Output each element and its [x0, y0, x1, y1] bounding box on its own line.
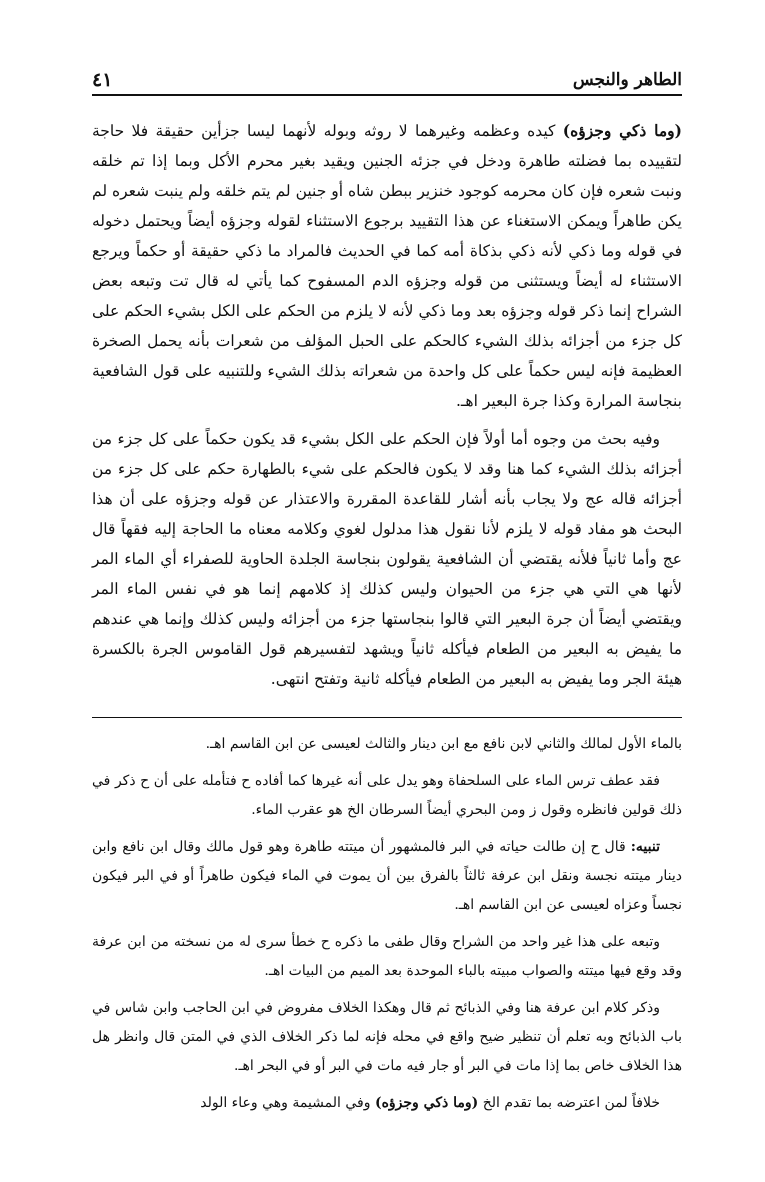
page-number: ٤١: [92, 69, 113, 91]
matn-quote: (وما ذكي وجزؤه): [562, 121, 682, 140]
footnotes: [92, 730, 682, 1118]
paragraph-1: [92, 116, 682, 416]
footnote-3-text: قال ح إن طالت حياته في البر فالمشهور أن ميتته طاهرة وهو قول مالك وقال ابن نافع وابن دينار ميتته نجسة ونقل ابن عرفة ثالثاً بالفرق بين أن يموت في الماء فيكون طاهراً أو في البر فيكون نجساً وعزاه لعيسى عن ابن القاسم اهـ.: [92, 839, 682, 913]
paragraph-2: وفيه بحث من وجوه أما أولاً فإن الحكم على الكل بشيء قد يكون حكماً على كل جزء من أجزائه بذلك الشيء كما هنا وقد لا يكون فالحكم على شيء بالطهارة حكم على كل جزء من أجزائه قاله عج ولا يجاب بأنه أشار للقاعدة المقررة والاعتذار عن قوله وجزؤه على أن هذا البحث هو مفاد قوله لا يلزم لأنا نقول هذا مدلول لغوي وكلامه معناه ما الحاجة إليه فقهاً قال عج وأما ثانياً فلأنه يقتضي أن الشافعية يقولون بنجاسة الجلدة الحاوية للصفراء أي الماء المر لأنها هي التي هي جزء من الحيوان وليس كذلك إذ كلامهم إنما هو في نفس الماء المر ويقتضي أيضاً أن جرة البعير التي قالوا بنجاستها جزء من أجزائه وليس كذلك وإنما هي عندهم ما يفيض به البعير من الطعام فيأكله ثانياً ويشهد لتفسيرهم قول القاموس الجرة بالكسرة هيئة الجر وما يفيض به البعير من الطعام فيأكله ثانية وتفتح انتهى.: [92, 430, 683, 688]
page-header: [92, 62, 682, 96]
commentary-text: كيده وعظمه وغيرهما لا روثه وبوله لأنهما ليسا جزأين حقيقة فلا حاجة لتقييده بما فضلته طاهرة ودخل في جزئه الجنين ويقيد بغير محرم الأكل وبما إذا تم خلقه ونبت شعره فإن كان محرمه كوجود خنزير ببطن شاه أو جنين لم يتم خلقه ولم ينبت شعره لم يكن طاهراً ويمكن الاستغناء عن هذا التقييد برجوع الاستثناء لقوله وجزؤه أيضاً ويحتمل دخوله في قوله وما ذكي لأنه ذكي بذكاة أمه كما في الحديث فالمراد ما ذكي حقيقة أو حكماً ويرجع الاستثناء له أيضاً ويستثنى من قوله وجزؤه الدم المسفوح كما يأتي له قال تت وتبعه بعض الشراح إنما ذكر قوله وجزؤه بعد وما ذكي لأنه لا يلزم من الحكم على الكل بشيء الحكم على كل جزء من أجزائه بذلك الشيء كالحكم على الحبل المؤلف من شعرات بأنه يحمل الصخرة العظيمة فإنه ليس حكماً على كل واحدة من شعراته بذلك الشيء وللتنبيه على قول الشافعية بنجاسة المرارة وكذا جرة البعير اهـ.: [92, 122, 682, 410]
footnote-separator: [92, 717, 682, 718]
footnote-4: وتبعه على هذا غير واحد من الشراح وقال طفى ما ذكره ح خطأ سرى له من نسخته من ابن عرفة وقد وقع فيها ميتته والصواب مبيته بالباء الموحدة بعد الميم من البيات اهـ.: [92, 934, 682, 979]
footnote-6-post: وفي المشيمة وهي وعاء الولد: [200, 1095, 375, 1111]
footnote-6: [92, 1089, 682, 1118]
footnote-2: فقد عطف ترس الماء على السلحفاة وهو يدل على أنه غيرها كما أفاده ح فتأمله على أن ح ذكر في ذلك قولين فانظره وقول ز ومن البحري أيضاً السرطان الخ هو عقرب الماء.: [92, 773, 682, 818]
footnote-6-quote: (وما ذكي وجزؤه): [374, 1095, 479, 1111]
footnote-5: وذكر كلام ابن عرفة هنا وفي الذبائح ثم قال وهكذا الخلاف مفروض في ابن الحاجب وابن شاس في باب الذبائح وبه تعلم أن تنظير ضيح واقع في محله فإنه لما ذكر الخلاف الذي في المتن قال وانظر هل هذا الخلاف خاص بما إذا مات في البر أو جار فيه مات في البر أو في البحر اهـ.: [92, 1000, 682, 1074]
tanbih-label: تنبيه:: [630, 839, 660, 855]
main-text: [92, 116, 682, 694]
footnote-1: بالماء الأول لمالك والثاني لابن نافع مع ابن دينار والثالث لعيسى عن ابن القاسم اهـ.: [205, 736, 682, 752]
running-title: الطاهر والنجس: [572, 70, 682, 90]
footnote-3: [92, 833, 682, 920]
footnote-6-pre: خلافاً لمن اعترضه بما تقدم الخ: [478, 1095, 660, 1111]
